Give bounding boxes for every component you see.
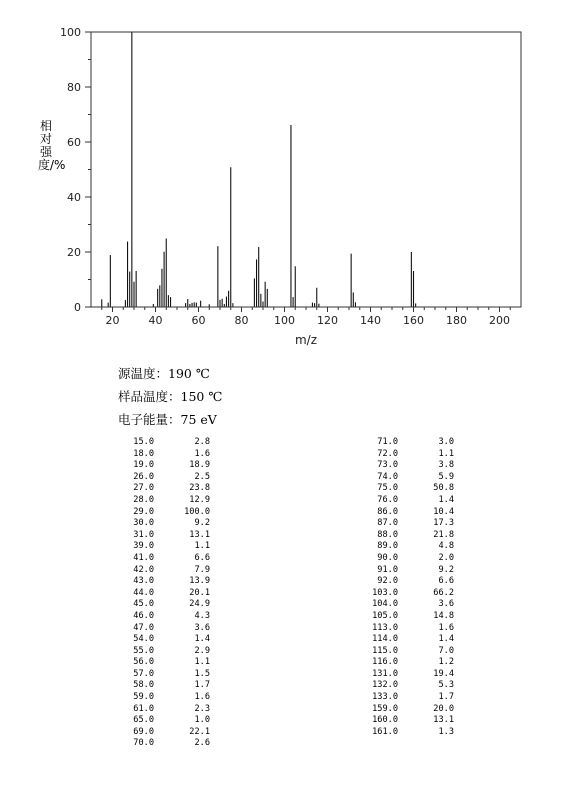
mz-cell: 65.0: [133, 715, 154, 726]
table-row: [358, 657, 454, 669]
abundance-cell: 13.1: [433, 715, 454, 726]
mz-cell: 72.0: [377, 448, 398, 459]
peak-table-right: [358, 437, 454, 738]
mz-cell: 15.0: [133, 437, 154, 447]
mz-cell: 90.0: [377, 552, 398, 563]
abundance-cell: 2.0: [438, 552, 454, 563]
mass-spectrum-chart: [0, 0, 570, 350]
table-row: [358, 553, 454, 565]
table-row: [358, 437, 454, 449]
mz-cell: 74.0: [377, 471, 398, 482]
table-row: [358, 634, 454, 646]
mz-cell: 92.0: [377, 576, 398, 587]
table-row: [358, 692, 454, 704]
abundance-cell: 66.2: [433, 587, 454, 598]
abundance-cell: 2.8: [194, 437, 210, 447]
abundance-cell: 5.9: [438, 471, 454, 482]
abundance-cell: 5.3: [438, 680, 454, 691]
abundance-cell: 14.8: [433, 610, 454, 621]
y-tick-label: 60: [67, 136, 81, 149]
plot-frame: [91, 32, 521, 307]
y-tick-label: 0: [74, 301, 81, 314]
abundance-cell: 1.1: [194, 657, 210, 668]
table-row: [114, 634, 210, 646]
abundance-cell: 12.9: [189, 494, 210, 505]
table-row: [358, 646, 454, 658]
table-row: [114, 646, 210, 658]
mz-cell: 44.0: [133, 587, 154, 598]
mz-cell: 73.0: [377, 460, 398, 471]
table-row: [358, 472, 454, 484]
x-tick-label: 20: [105, 314, 120, 327]
abundance-cell: 20.1: [189, 587, 210, 598]
abundance-cell: 9.2: [438, 564, 454, 575]
table-row: [114, 553, 210, 565]
abundance-cell: 3.6: [438, 599, 454, 610]
mz-cell: 19.0: [133, 460, 154, 471]
abundance-cell: 2.5: [194, 471, 210, 482]
mz-cell: 27.0: [133, 483, 154, 494]
table-row: [358, 715, 454, 727]
table-row: [114, 495, 210, 507]
source-temperature: 源温度：190 ℃: [118, 366, 210, 381]
table-row: [114, 727, 210, 739]
table-row: [358, 680, 454, 692]
mz-cell: 87.0: [377, 518, 398, 529]
table-row: [114, 507, 210, 519]
table-row: [114, 680, 210, 692]
table-row: [358, 599, 454, 611]
table-row: [358, 541, 454, 553]
table-row: [114, 518, 210, 530]
abundance-cell: 13.9: [189, 576, 210, 587]
mz-cell: 45.0: [133, 599, 154, 610]
mz-cell: 75.0: [377, 483, 398, 494]
mz-cell: 131.0: [372, 668, 398, 679]
abundance-cell: 1.6: [194, 448, 210, 459]
table-row: [114, 472, 210, 484]
table-row: [114, 541, 210, 553]
abundance-cell: 2.3: [194, 703, 210, 714]
mz-cell: 42.0: [133, 564, 154, 575]
abundance-cell: 1.4: [438, 494, 454, 505]
abundance-cell: 1.2: [438, 657, 454, 668]
y-tick-label: 80: [67, 81, 81, 94]
table-row: [358, 460, 454, 472]
abundance-cell: 24.9: [189, 599, 210, 610]
x-tick-label: 40: [148, 314, 163, 327]
table-row: [114, 669, 210, 681]
mz-cell: 113.0: [372, 622, 398, 633]
abundance-cell: 18.9: [189, 460, 210, 471]
sample-temperature: 样品温度：150 ℃: [118, 389, 223, 404]
x-tick-label: 60: [191, 314, 206, 327]
electron-energy: 电子能量：75 eV: [118, 412, 217, 427]
abundance-cell: 4.8: [438, 541, 454, 552]
table-row: [114, 692, 210, 704]
table-row: [114, 460, 210, 472]
abundance-cell: 1.4: [438, 634, 454, 645]
abundance-cell: 4.3: [194, 610, 210, 621]
mz-cell: 26.0: [133, 471, 154, 482]
abundance-cell: 13.1: [189, 529, 210, 540]
table-row: [358, 727, 454, 739]
table-row: [358, 495, 454, 507]
x-axis-label: m/z: [294, 333, 318, 347]
abundance-cell: 7.9: [194, 564, 210, 575]
mz-cell: 39.0: [133, 541, 154, 552]
mz-cell: 114.0: [372, 634, 398, 645]
abundance-cell: 9.2: [194, 518, 210, 529]
mz-cell: 91.0: [377, 564, 398, 575]
mz-cell: 59.0: [133, 692, 154, 703]
abundance-cell: 7.0: [438, 645, 454, 656]
mz-cell: 31.0: [133, 529, 154, 540]
abundance-cell: 3.6: [194, 622, 210, 633]
abundance-cell: 1.7: [438, 692, 454, 703]
abundance-cell: 1.5: [194, 668, 210, 679]
mz-cell: 133.0: [372, 692, 398, 703]
mz-cell: 18.0: [133, 448, 154, 459]
mz-cell: 160.0: [372, 715, 398, 726]
table-row: [358, 449, 454, 461]
mz-cell: 41.0: [133, 552, 154, 563]
table-row: [358, 588, 454, 600]
abundance-cell: 100.0: [184, 506, 210, 517]
abundance-cell: 3.8: [438, 460, 454, 471]
y-tick-label: 100: [60, 26, 81, 39]
table-row: [358, 623, 454, 635]
abundance-cell: 1.6: [438, 622, 454, 633]
abundance-cell: 20.0: [433, 703, 454, 714]
mz-cell: 61.0: [133, 703, 154, 714]
table-row: [114, 623, 210, 635]
abundance-cell: 6.6: [438, 576, 454, 587]
mz-cell: 71.0: [377, 437, 398, 447]
mz-cell: 104.0: [372, 599, 398, 610]
table-row: [114, 588, 210, 600]
table-row: [358, 565, 454, 577]
mz-cell: 56.0: [133, 657, 154, 668]
table-row: [358, 669, 454, 681]
mz-cell: 115.0: [372, 645, 398, 656]
table-row: [114, 530, 210, 542]
y-tick-label: 20: [67, 246, 81, 259]
x-tick-label: 80: [234, 314, 249, 327]
mz-cell: 103.0: [372, 587, 398, 598]
mz-cell: 161.0: [372, 726, 398, 737]
mz-cell: 132.0: [372, 680, 398, 691]
abundance-cell: 21.8: [433, 529, 454, 540]
y-tick-label: 40: [67, 191, 81, 204]
mz-cell: 58.0: [133, 680, 154, 691]
mz-cell: 105.0: [372, 610, 398, 621]
mz-cell: 28.0: [133, 494, 154, 505]
table-row: [114, 738, 210, 750]
abundance-cell: 1.1: [194, 541, 210, 552]
x-tick-label: 100: [274, 314, 295, 327]
table-row: [114, 449, 210, 461]
mz-cell: 54.0: [133, 634, 154, 645]
x-tick-label: 200: [489, 314, 510, 327]
y-axis-label: 相对强度/%: [38, 119, 66, 172]
mz-cell: 70.0: [133, 738, 154, 749]
mz-cell: 88.0: [377, 529, 398, 540]
mz-cell: 47.0: [133, 622, 154, 633]
table-row: [358, 530, 454, 542]
table-row: [358, 704, 454, 716]
mz-cell: 116.0: [372, 657, 398, 668]
abundance-cell: 2.6: [194, 738, 210, 749]
abundance-cell: 17.3: [433, 518, 454, 529]
mz-cell: 55.0: [133, 645, 154, 656]
x-tick-label: 120: [317, 314, 338, 327]
table-row: [114, 599, 210, 611]
table-row: [114, 576, 210, 588]
table-row: [114, 437, 210, 449]
table-row: [114, 565, 210, 577]
table-row: [114, 611, 210, 623]
table-row: [358, 518, 454, 530]
mz-cell: 159.0: [372, 703, 398, 714]
abundance-cell: 1.7: [194, 680, 210, 691]
abundance-cell: 1.6: [194, 692, 210, 703]
table-row: [114, 483, 210, 495]
mz-cell: 76.0: [377, 494, 398, 505]
abundance-cell: 3.0: [438, 437, 454, 447]
mz-cell: 29.0: [133, 506, 154, 517]
mz-cell: 86.0: [377, 506, 398, 517]
table-row: [358, 576, 454, 588]
mz-cell: 57.0: [133, 668, 154, 679]
table-row: [358, 507, 454, 519]
table-row: [114, 715, 210, 727]
x-tick-label: 160: [403, 314, 424, 327]
abundance-cell: 50.8: [433, 483, 454, 494]
abundance-cell: 1.1: [438, 448, 454, 459]
mz-cell: 43.0: [133, 576, 154, 587]
table-row: [358, 611, 454, 623]
abundance-cell: 2.9: [194, 645, 210, 656]
mz-cell: 69.0: [133, 726, 154, 737]
x-tick-label: 180: [446, 314, 467, 327]
table-row: [114, 704, 210, 716]
x-tick-label: 140: [360, 314, 381, 327]
peak-table-left: [114, 437, 210, 750]
mz-cell: 46.0: [133, 610, 154, 621]
mz-cell: 30.0: [133, 518, 154, 529]
table-row: [114, 657, 210, 669]
abundance-cell: 22.1: [189, 726, 210, 737]
abundance-cell: 19.4: [433, 668, 454, 679]
table-row: [358, 483, 454, 495]
abundance-cell: 23.8: [189, 483, 210, 494]
abundance-cell: 1.4: [194, 634, 210, 645]
mz-cell: 89.0: [377, 541, 398, 552]
abundance-cell: 6.6: [194, 552, 210, 563]
abundance-cell: 1.0: [194, 715, 210, 726]
abundance-cell: 10.4: [433, 506, 454, 517]
abundance-cell: 1.3: [438, 726, 454, 737]
